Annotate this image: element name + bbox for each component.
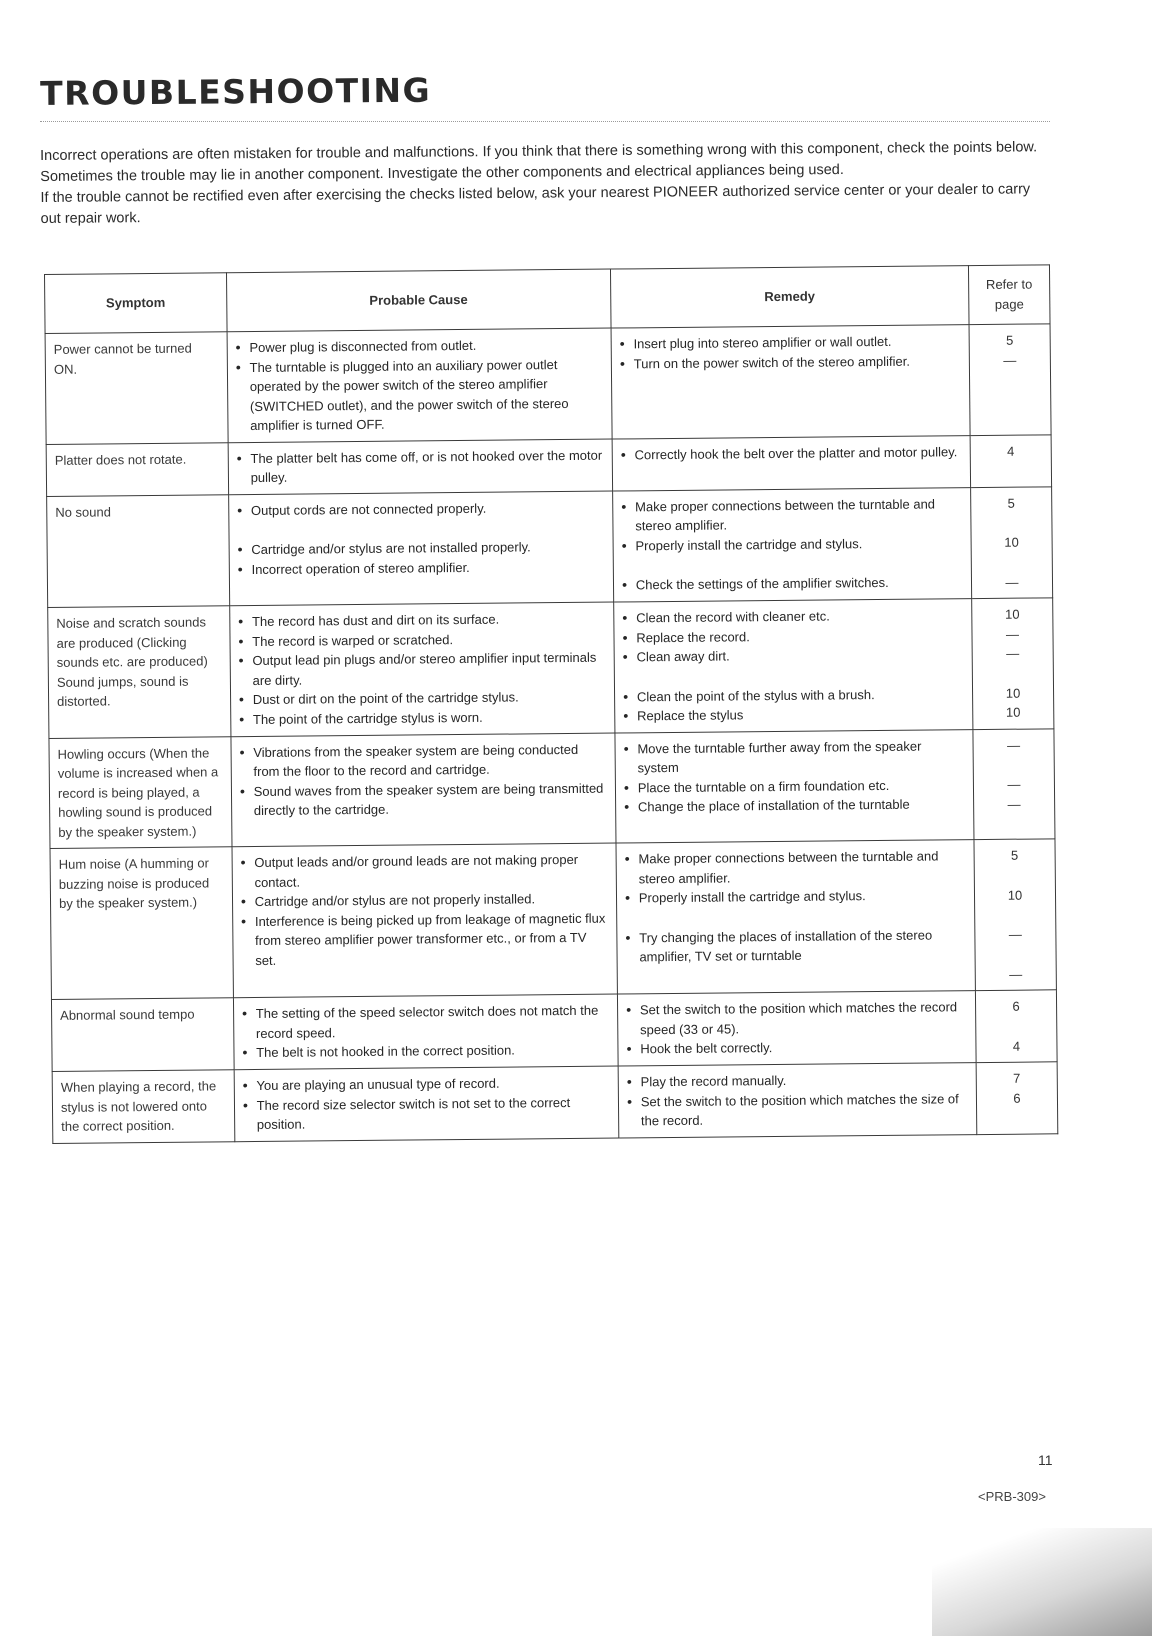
- header-refer-to-page: [968, 265, 1050, 325]
- cause-cell: [232, 843, 618, 998]
- ref-page: 10: [1005, 685, 1021, 701]
- cause-cell: [229, 602, 614, 736]
- ref-page: 5: [1007, 495, 1015, 511]
- cause-cell: [228, 439, 613, 495]
- page-title: TROUBLESHOOTING: [40, 70, 432, 113]
- cause-item: ● The record is warped or scratched.: [238, 628, 605, 651]
- cause-item: ● Cartridge and/or stylus are not properly installed.: [241, 889, 608, 912]
- cause-item: ● Vibrations from the speaker system are being conducted from the floor to the record and cartridge.: [239, 739, 606, 782]
- cause-item: ● The platter belt has come off, or is not hooked over the motor pulley.: [236, 445, 603, 488]
- remedy-item: ● Insert plug into stereo amplifier or wall outlet.: [619, 331, 960, 354]
- symptom-cell: Noise and scratch sounds are produced (Clicking sounds etc. are produced) Sound jumps, sound is distorted.: [48, 606, 231, 738]
- remedy-item: ● Try changing the places of installation of the stereo amplifier, TV set or turntable: [625, 925, 967, 967]
- ref-page: 4: [1007, 443, 1015, 459]
- remedy-cell: [616, 840, 976, 994]
- ref-cell: [976, 1062, 1058, 1134]
- cause-item: ● The belt is not hooked in the correct position.: [242, 1040, 609, 1063]
- ref-page: 6: [1013, 1090, 1021, 1106]
- intro-paragraph: Incorrect operations are often mistaken for trouble and malfunctions. If you think that there is something wrong with this component, check the points below. Sometimes the trouble may lie in another component. Investigate the other components and electrical appliances being used.: [40, 139, 1038, 185]
- header-ref-line: page: [994, 296, 1024, 312]
- ref-cell: [970, 434, 1051, 487]
- remedy-item: ● Clean away dirt.: [622, 644, 963, 667]
- table-row: [46, 434, 1051, 496]
- cause-item: ● Dust or dirt on the point of the cartridge stylus.: [239, 687, 606, 710]
- cause-item: ● Incorrect operation of stereo amplifier.: [237, 556, 604, 579]
- ref-cell: [972, 598, 1054, 729]
- ref-page: —: [1007, 796, 1021, 812]
- cause-cell: [228, 491, 613, 606]
- ref-page: —: [1006, 737, 1021, 753]
- cause-item: ● Sound waves from the speaker system are being transmitted directly to the cartridge.: [240, 778, 607, 821]
- cause-cell: [234, 1066, 619, 1141]
- ref-page: —: [1009, 966, 1023, 982]
- cause-item: ● Output lead pin plugs and/or stereo amplifier input terminals are dirty.: [238, 648, 605, 691]
- ref-page: 10: [1005, 704, 1021, 720]
- remedy-cell: [614, 599, 973, 733]
- cause-item: ● You are playing an unusual type of record.: [242, 1073, 609, 1096]
- remedy-item: ● Correctly hook the belt over the platter and motor pulley.: [620, 442, 961, 465]
- ref-page: 5: [1010, 847, 1019, 863]
- table-row: [49, 728, 1055, 848]
- remedy-item: ● Play the record manually.: [627, 1069, 968, 1092]
- remedy-item: ● Set the switch to the position which matches the size of the record.: [627, 1089, 969, 1131]
- cause-item: ● Cartridge and/or stylus are not installed properly.: [237, 537, 604, 560]
- remedy-item: ● Clean the point of the stylus with a brush.: [623, 684, 964, 707]
- header-ref-line: Refer to: [985, 276, 1033, 292]
- cause-item: ● The record has dust and dirt on its surface.: [238, 609, 605, 632]
- symptom-cell: No sound: [47, 494, 230, 607]
- ref-page: 7: [1013, 1070, 1021, 1086]
- intro-paragraph: If the trouble cannot be rectified even after exercising the checks listed below, ask your nearest PIONEER authorized service center or your dealer to carry out repair work.: [40, 181, 1031, 227]
- ref-cell: [971, 486, 1053, 598]
- remedy-cell: [611, 325, 970, 439]
- remedy-item: ● Turn on the power switch of the stereo amplifier.: [620, 351, 961, 374]
- remedy-cell: [615, 729, 974, 843]
- model-code: <PRB-309>: [978, 1489, 1046, 1504]
- table-row: [45, 324, 1051, 444]
- symptom-cell: Platter does not rotate.: [46, 442, 228, 496]
- ref-page: —: [1005, 574, 1019, 590]
- ref-cell: [975, 990, 1057, 1063]
- remedy-item: ● Move the turntable further away from the speaker system: [623, 736, 965, 778]
- symptom-cell: When playing a record, the stylus is not lowered onto the correct position.: [52, 1070, 234, 1143]
- remedy-item: ● Make proper connections between the turntable and stereo amplifier.: [621, 494, 963, 536]
- table-row: [50, 839, 1056, 1000]
- table-header-row: [45, 265, 1051, 334]
- ref-page: 6: [1012, 998, 1020, 1014]
- header-probable-cause: Probable Cause: [226, 269, 611, 332]
- ref-cell: [973, 728, 1055, 839]
- table-row: [52, 1062, 1058, 1143]
- cause-item: ● The turntable is plugged into an auxiliary power outlet operated by the power switch of the stereo amplifier (SWITCHED outlet), and the power switch of the stereo amplifier is turned OFF.: [235, 354, 603, 436]
- remedy-item: ● Replace the record.: [622, 625, 963, 648]
- cause-cell: [233, 994, 618, 1070]
- title-divider: [40, 121, 1050, 122]
- cause-item: ● The point of the cartridge stylus is worn.: [239, 706, 606, 729]
- table-row: [47, 486, 1053, 607]
- remedy-item: ● Set the switch to the position which matches the record speed (33 or 45).: [626, 997, 968, 1039]
- remedy-item: ● Replace the stylus: [623, 703, 964, 726]
- ref-page: —: [1006, 645, 1020, 661]
- page-number: 11: [1038, 1452, 1053, 1468]
- remedy-item: ● Place the turntable on a firm foundation etc.: [624, 775, 965, 798]
- remedy-item: ● Change the place of installation of the turntable: [624, 794, 965, 817]
- troubleshooting-table: [44, 264, 1058, 1143]
- intro-text: [40, 137, 1041, 230]
- scan-edge-shadow: [932, 1528, 1152, 1636]
- ref-cell: [974, 839, 1056, 991]
- header-remedy: Remedy: [610, 266, 969, 328]
- remedy-item: ● Hook the belt correctly.: [626, 1036, 967, 1059]
- ref-page: 10: [1007, 887, 1023, 903]
- remedy-item: ● Check the settings of the amplifier switches.: [622, 572, 963, 595]
- cause-item: ● The setting of the speed selector switch does not match the record speed.: [242, 1001, 609, 1044]
- header-symptom: Symptom: [45, 273, 227, 334]
- ref-page: —: [1007, 776, 1021, 792]
- cause-cell: [231, 733, 616, 847]
- ref-page: —: [1008, 926, 1022, 942]
- ref-page: 10: [1005, 606, 1020, 622]
- ref-page: 10: [1004, 534, 1019, 550]
- cause-cell: [227, 328, 612, 442]
- symptom-cell: Hum noise (A humming or buzzing noise is produced by the speaker system.): [50, 847, 233, 1000]
- table-row: [51, 990, 1057, 1072]
- cause-item: ● Interference is being picked up from leakage of magnetic flux from stereo amplifier power transformer etc., or from a TV set.: [241, 908, 609, 970]
- cause-item: ● The record size selector switch is not set to the correct position.: [243, 1092, 610, 1135]
- ref-cell: [969, 324, 1051, 435]
- cause-item: ● Output cords are not connected properly.: [237, 497, 604, 520]
- symptom-cell: Howling occurs (When the volume is increased when a record is being played, a howling sound is produced by the speaker system.): [49, 736, 232, 848]
- cause-item: ● Power plug is disconnected from outlet.: [235, 335, 602, 358]
- ref-page: —: [1003, 352, 1017, 368]
- remedy-cell: [612, 487, 971, 602]
- remedy-cell: [612, 435, 971, 490]
- symptom-cell: Abnormal sound tempo: [51, 998, 233, 1072]
- table-row: [48, 598, 1054, 738]
- remedy-cell: [618, 1063, 977, 1138]
- remedy-cell: [617, 991, 976, 1066]
- cause-item: ● Output leads and/or ground leads are not making proper contact.: [240, 850, 607, 893]
- remedy-item: ● Clean the record with cleaner etc.: [622, 605, 963, 628]
- remedy-item: ● Properly install the cartridge and stylus.: [621, 533, 962, 556]
- symptom-cell: Power cannot be turned ON.: [45, 332, 228, 444]
- ref-page: 4: [1012, 1038, 1021, 1054]
- ref-page: —: [1005, 626, 1020, 642]
- ref-page: 5: [1005, 332, 1014, 348]
- remedy-item: ● Make proper connections between the turntable and stereo amplifier.: [624, 846, 966, 888]
- remedy-item: ● Properly install the cartridge and stylus.: [625, 885, 966, 908]
